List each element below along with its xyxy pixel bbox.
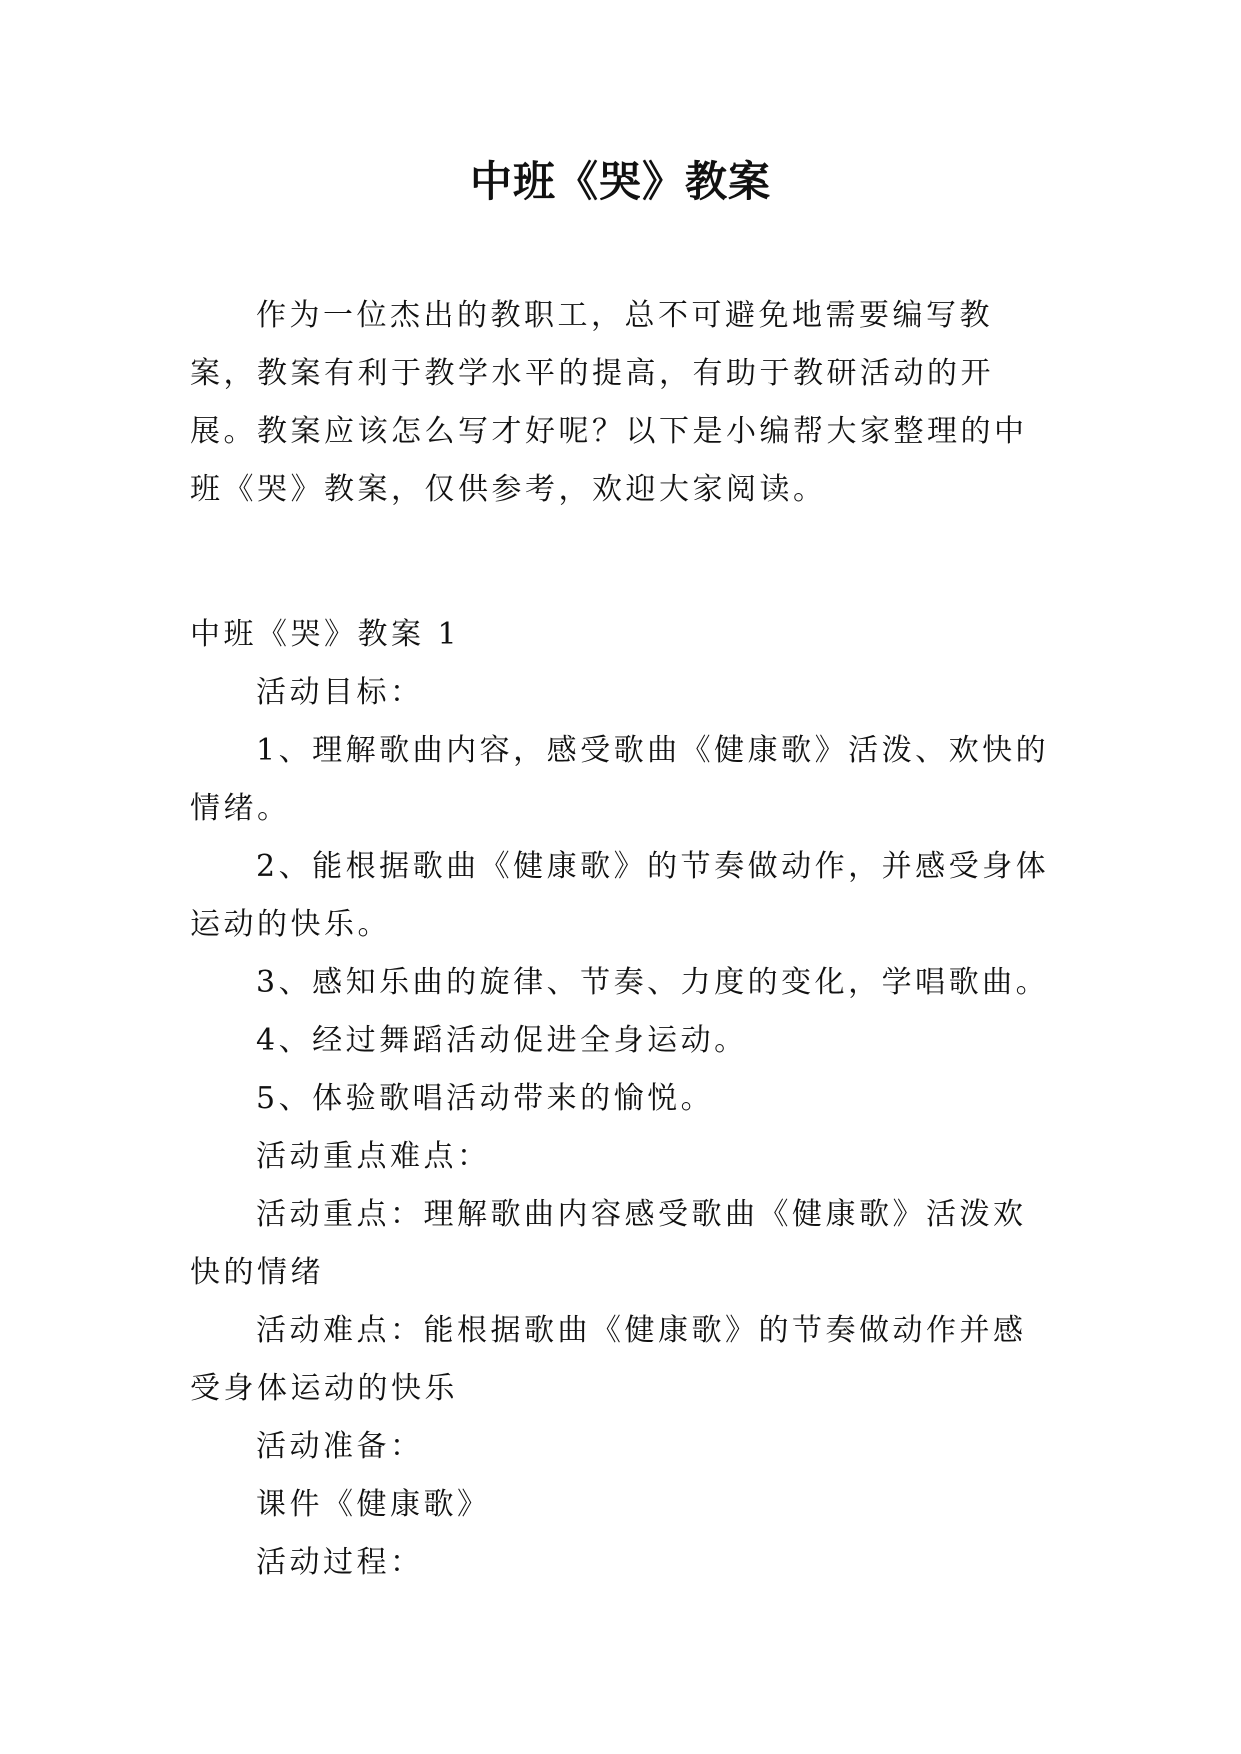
paragraph-key-point: 活动重点：理解歌曲内容感受歌曲《健康歌》活泼欢快的情绪 [190,1197,1027,1290]
intro-paragraph: 作为一位杰出的教职工，总不可避免地需要编写教案，教案有利于教学水平的提高，有助于教研活动的开展。教案应该怎么写才好呢？以下是小编帮大家整理的中班《哭》教案，仅供参考，欢迎大家阅读。 [190,298,1028,507]
paragraph-goal-4: 4、经过舞蹈活动促进全身运动。 [256,1023,748,1058]
section-heading: 中班《哭》教案 1 [190,617,461,652]
paragraph-preparation-label: 活动准备： [256,1429,424,1464]
document-title: 中班《哭》教案 [469,157,771,206]
paragraph-gap [190,519,1050,606]
paragraph-goal-2: 2、能根据歌曲《健康歌》的节奏做动作，并感受身体运动的快乐。 [190,849,1050,942]
paragraph-goal-5: 5、体验歌唱活动带来的愉悦。 [256,1081,715,1116]
paragraph-goal-1: 1、理解歌曲内容，感受歌曲《健康歌》活泼、欢快的情绪。 [190,733,1050,826]
paragraph-key-points-label: 活动重点难点： [256,1139,491,1174]
document-body [190,287,1050,1592]
paragraph-goal-3: 3、感知乐曲的旋律、节奏、力度的变化，学唱歌曲。 [256,965,1050,1000]
paragraph-goals-label: 活动目标： [256,675,424,710]
paragraph-preparation: 课件《健康歌》 [256,1487,491,1522]
paragraph-difficulty: 活动难点：能根据歌曲《健康歌》的节奏做动作并感受身体运动的快乐 [190,1313,1027,1406]
paragraph-process-label: 活动过程： [256,1545,424,1580]
